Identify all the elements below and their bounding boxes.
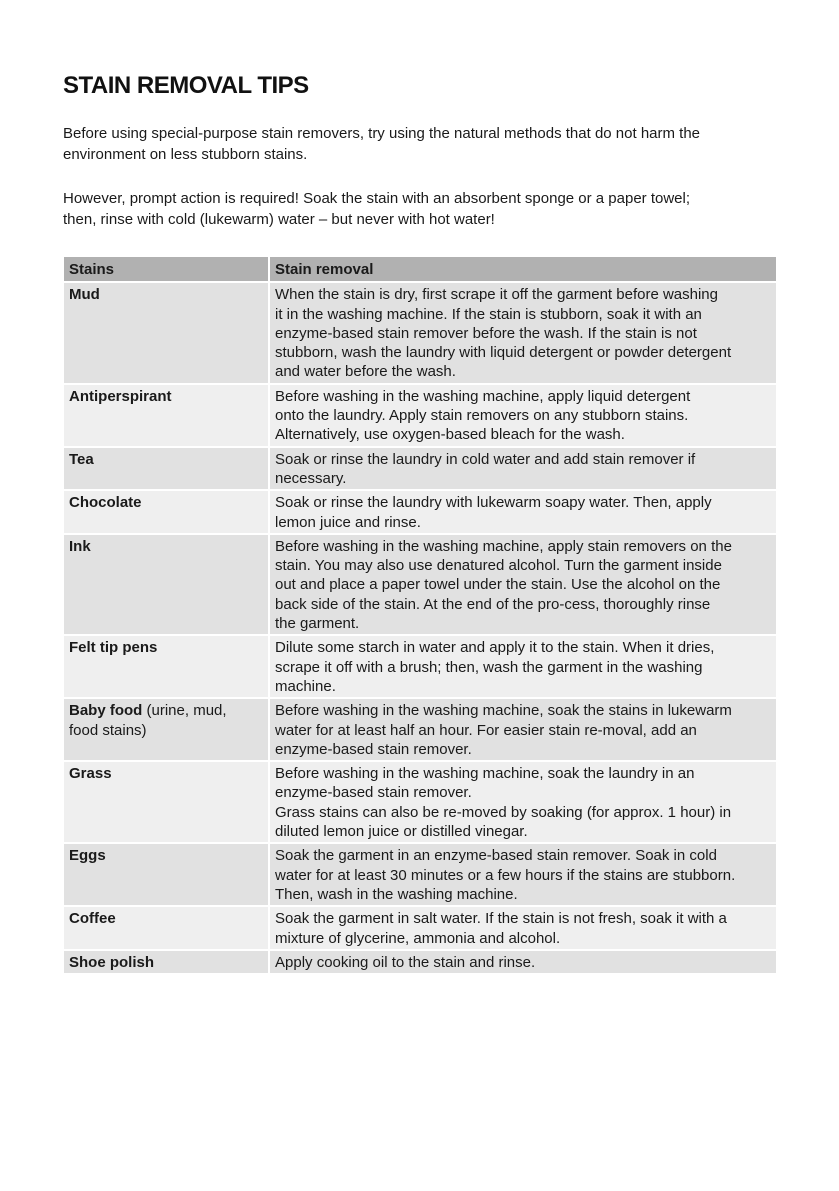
stain-cell <box>63 906 269 950</box>
stain-cell <box>63 635 269 698</box>
table-row <box>63 906 777 950</box>
table-row <box>63 950 777 974</box>
stain-cell <box>63 534 269 635</box>
stain-name: Grass <box>69 765 112 783</box>
stain-name: Shoe polish <box>69 953 155 971</box>
table-row <box>63 282 777 383</box>
table-row <box>63 534 777 635</box>
stain-cell <box>63 282 269 383</box>
table-row <box>63 384 777 447</box>
stain-name: Eggs <box>69 847 106 865</box>
stain-name: Antiperspirant <box>69 387 172 405</box>
stain-removal-table <box>62 255 778 975</box>
removal-cell: Soak the garment in an enzyme-based stain remover. Soak in cold water for at least 30 minutes or a few hours if the stains are stubborn. Then, wash in the washing machine. <box>269 843 777 906</box>
table-row <box>63 490 777 534</box>
removal-cell: Before washing in the washing machine, soak the stains in lukewarm water for at least half an hour. For easier stain re-moval, add an enzyme-based stain remover. <box>269 698 777 761</box>
removal-cell: Before washing in the washing machine, apply stain removers on the stain. You may also use denatured alcohol. Turn the garment inside out and place a paper towel under the stain. Use the alcohol on the back side of the stain. At the end of the pro-cess, thoroughly rinse the garment. <box>269 534 777 635</box>
intro-paragraph: Before using special-purpose stain removers, try using the natural methods that do not harm the environment on less stubborn stains. <box>63 125 701 163</box>
removal-cell: Soak or rinse the laundry in cold water and add stain remover if necessary. <box>269 447 777 491</box>
stain-name: Baby food <box>69 702 143 720</box>
removal-cell: When the stain is dry, first scrape it off the garment before washing it in the washing machine. If the stain is stubborn, soak it with an enzyme-based stain remover before the wash. If the stain is not stubborn, wash the laundry with liquid detergent or powder detergent and water before the wash. <box>269 282 777 383</box>
table-row <box>63 447 777 491</box>
stain-cell <box>63 490 269 534</box>
stain-name: Coffee <box>69 910 116 928</box>
table-row <box>63 698 777 761</box>
page-title: STAIN REMOVAL TIPS <box>63 72 309 99</box>
table-row <box>63 843 777 906</box>
stain-cell <box>63 843 269 906</box>
stain-name: Chocolate <box>69 494 142 512</box>
stain-name: Tea <box>69 450 94 468</box>
stain-cell <box>63 698 269 761</box>
removal-cell: Apply cooking oil to the stain and rinse. <box>269 950 777 974</box>
intro-paragraph: However, prompt action is required! Soak the stain with an absorbent sponge or a paper towel; then, rinse with cold (lukewarm) water – but never with hot water! <box>63 190 691 228</box>
stain-cell <box>63 384 269 447</box>
removal-cell: Soak or rinse the laundry with lukewarm soapy water. Then, apply lemon juice and rinse. <box>269 490 777 534</box>
column-header-stain-removal: Stain removal <box>269 256 777 282</box>
removal-cell: Soak the garment in salt water. If the stain is not fresh, soak it with a mixture of glycerine, ammonia and alcohol. <box>269 906 777 950</box>
stain-cell <box>63 447 269 491</box>
table-row <box>63 635 777 698</box>
stain-name: Felt tip pens <box>69 639 158 657</box>
stain-cell <box>63 950 269 974</box>
stain-name: Mud <box>69 286 100 304</box>
stain-name: Ink <box>69 537 91 555</box>
table-header-row <box>63 256 777 282</box>
removal-cell: Dilute some starch in water and apply it to the stain. When it dries, scrape it off with a brush; then, wash the garment in the washing machine. <box>269 635 777 698</box>
table-row <box>63 761 777 843</box>
column-header-stains: Stains <box>63 256 269 282</box>
removal-cell: Before washing in the washing machine, apply liquid detergent onto the laundry. Apply stain removers on any stubborn stains. Alternatively, use oxygen-based bleach for the wash. <box>269 384 777 447</box>
removal-cell: Before washing in the washing machine, soak the laundry in an enzyme-based stain remover. Grass stains can also be re-moved by soaking (for approx. 1 hour) in diluted lemon juice or distilled vinegar. <box>269 761 777 843</box>
stain-cell <box>63 761 269 843</box>
stain-note: (urine, mud, food stains) <box>69 702 227 739</box>
